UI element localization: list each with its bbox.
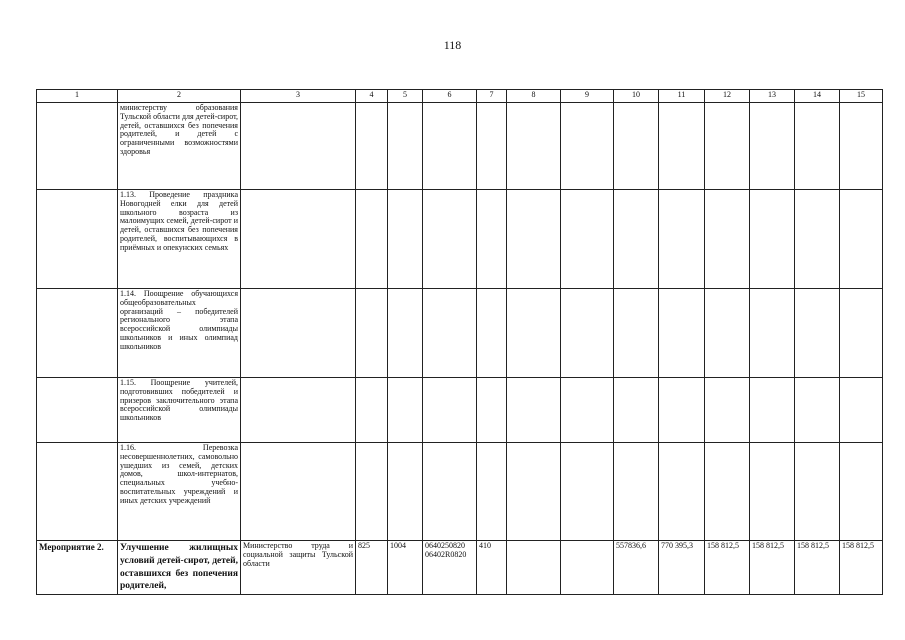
measure-col7: 410 [477,541,507,595]
column-header: 11 [659,90,705,103]
row-description: 1.15. Поощрение учителей, подготовивших победителей и призеров заключительного этапа всероссийской олимпиады школьников [118,378,241,443]
row-description: 1.13. Проведение праздника Новогодней елки для детей школьного возраста из малоимущих семей, детей-сирот и детей, оставшихся без попечения родителей, воспитывающихся в приёмных и опекунских семьях [118,190,241,289]
row-description: 1.16. Перевозка несовершеннолетних, самовольно ушедших из семей, детских домов, школ-интернатов, специальных учебно-воспитательных учреждений и иных детских учреждений [118,443,241,541]
column-header: 14 [795,90,840,103]
measure-col14: 158 812,5 [795,541,840,595]
column-header: 15 [840,90,883,103]
column-header: 5 [388,90,423,103]
column-header: 13 [750,90,795,103]
column-header: 4 [356,90,388,103]
measure-col10: 557836,6 [614,541,659,595]
measure-executor: Министерство труда и социальной защиты Тульской области [241,541,356,595]
column-header: 2 [118,90,241,103]
measure-col5: 1004 [388,541,423,595]
table-row [37,103,883,190]
row-description: министерству образования Тульской области для детей-сирот, детей, оставшихся без попечения родителей, и детей с ограниченными возможностями здоровья [118,103,241,190]
column-header: 1 [37,90,118,103]
row-description: 1.14. Поощрение обучающихся общеобразовательных организаций – победителей регионального этапа всероссийской олимпиады школьников и иных олимпиад школьников [118,289,241,378]
page-number: 118 [443,38,462,52]
column-header: 9 [561,90,614,103]
column-number-row [37,90,883,103]
column-header: 7 [477,90,507,103]
table-row [37,289,883,378]
measure-title: Улучшение жилищных условий детей-сирот, детей, оставшихся без попечения родителей, [118,541,241,595]
measure-col11: 770 395,3 [659,541,705,595]
measure-label: Мероприятие 2. [37,541,118,595]
measure-col6: 0640250820 06402R0820 [423,541,477,595]
column-header: 10 [614,90,659,103]
budget-table [36,89,883,595]
column-header: 12 [705,90,750,103]
measure-col13: 158 812,5 [750,541,795,595]
column-header: 8 [507,90,561,103]
table-row [37,190,883,289]
measure-col12: 158 812,5 [705,541,750,595]
measure-col15: 158 812,5 [840,541,883,595]
measure-col4: 825 [356,541,388,595]
measure-row [37,541,883,595]
column-header: 6 [423,90,477,103]
table-row [37,443,883,541]
table-row [37,378,883,443]
column-header: 3 [241,90,356,103]
